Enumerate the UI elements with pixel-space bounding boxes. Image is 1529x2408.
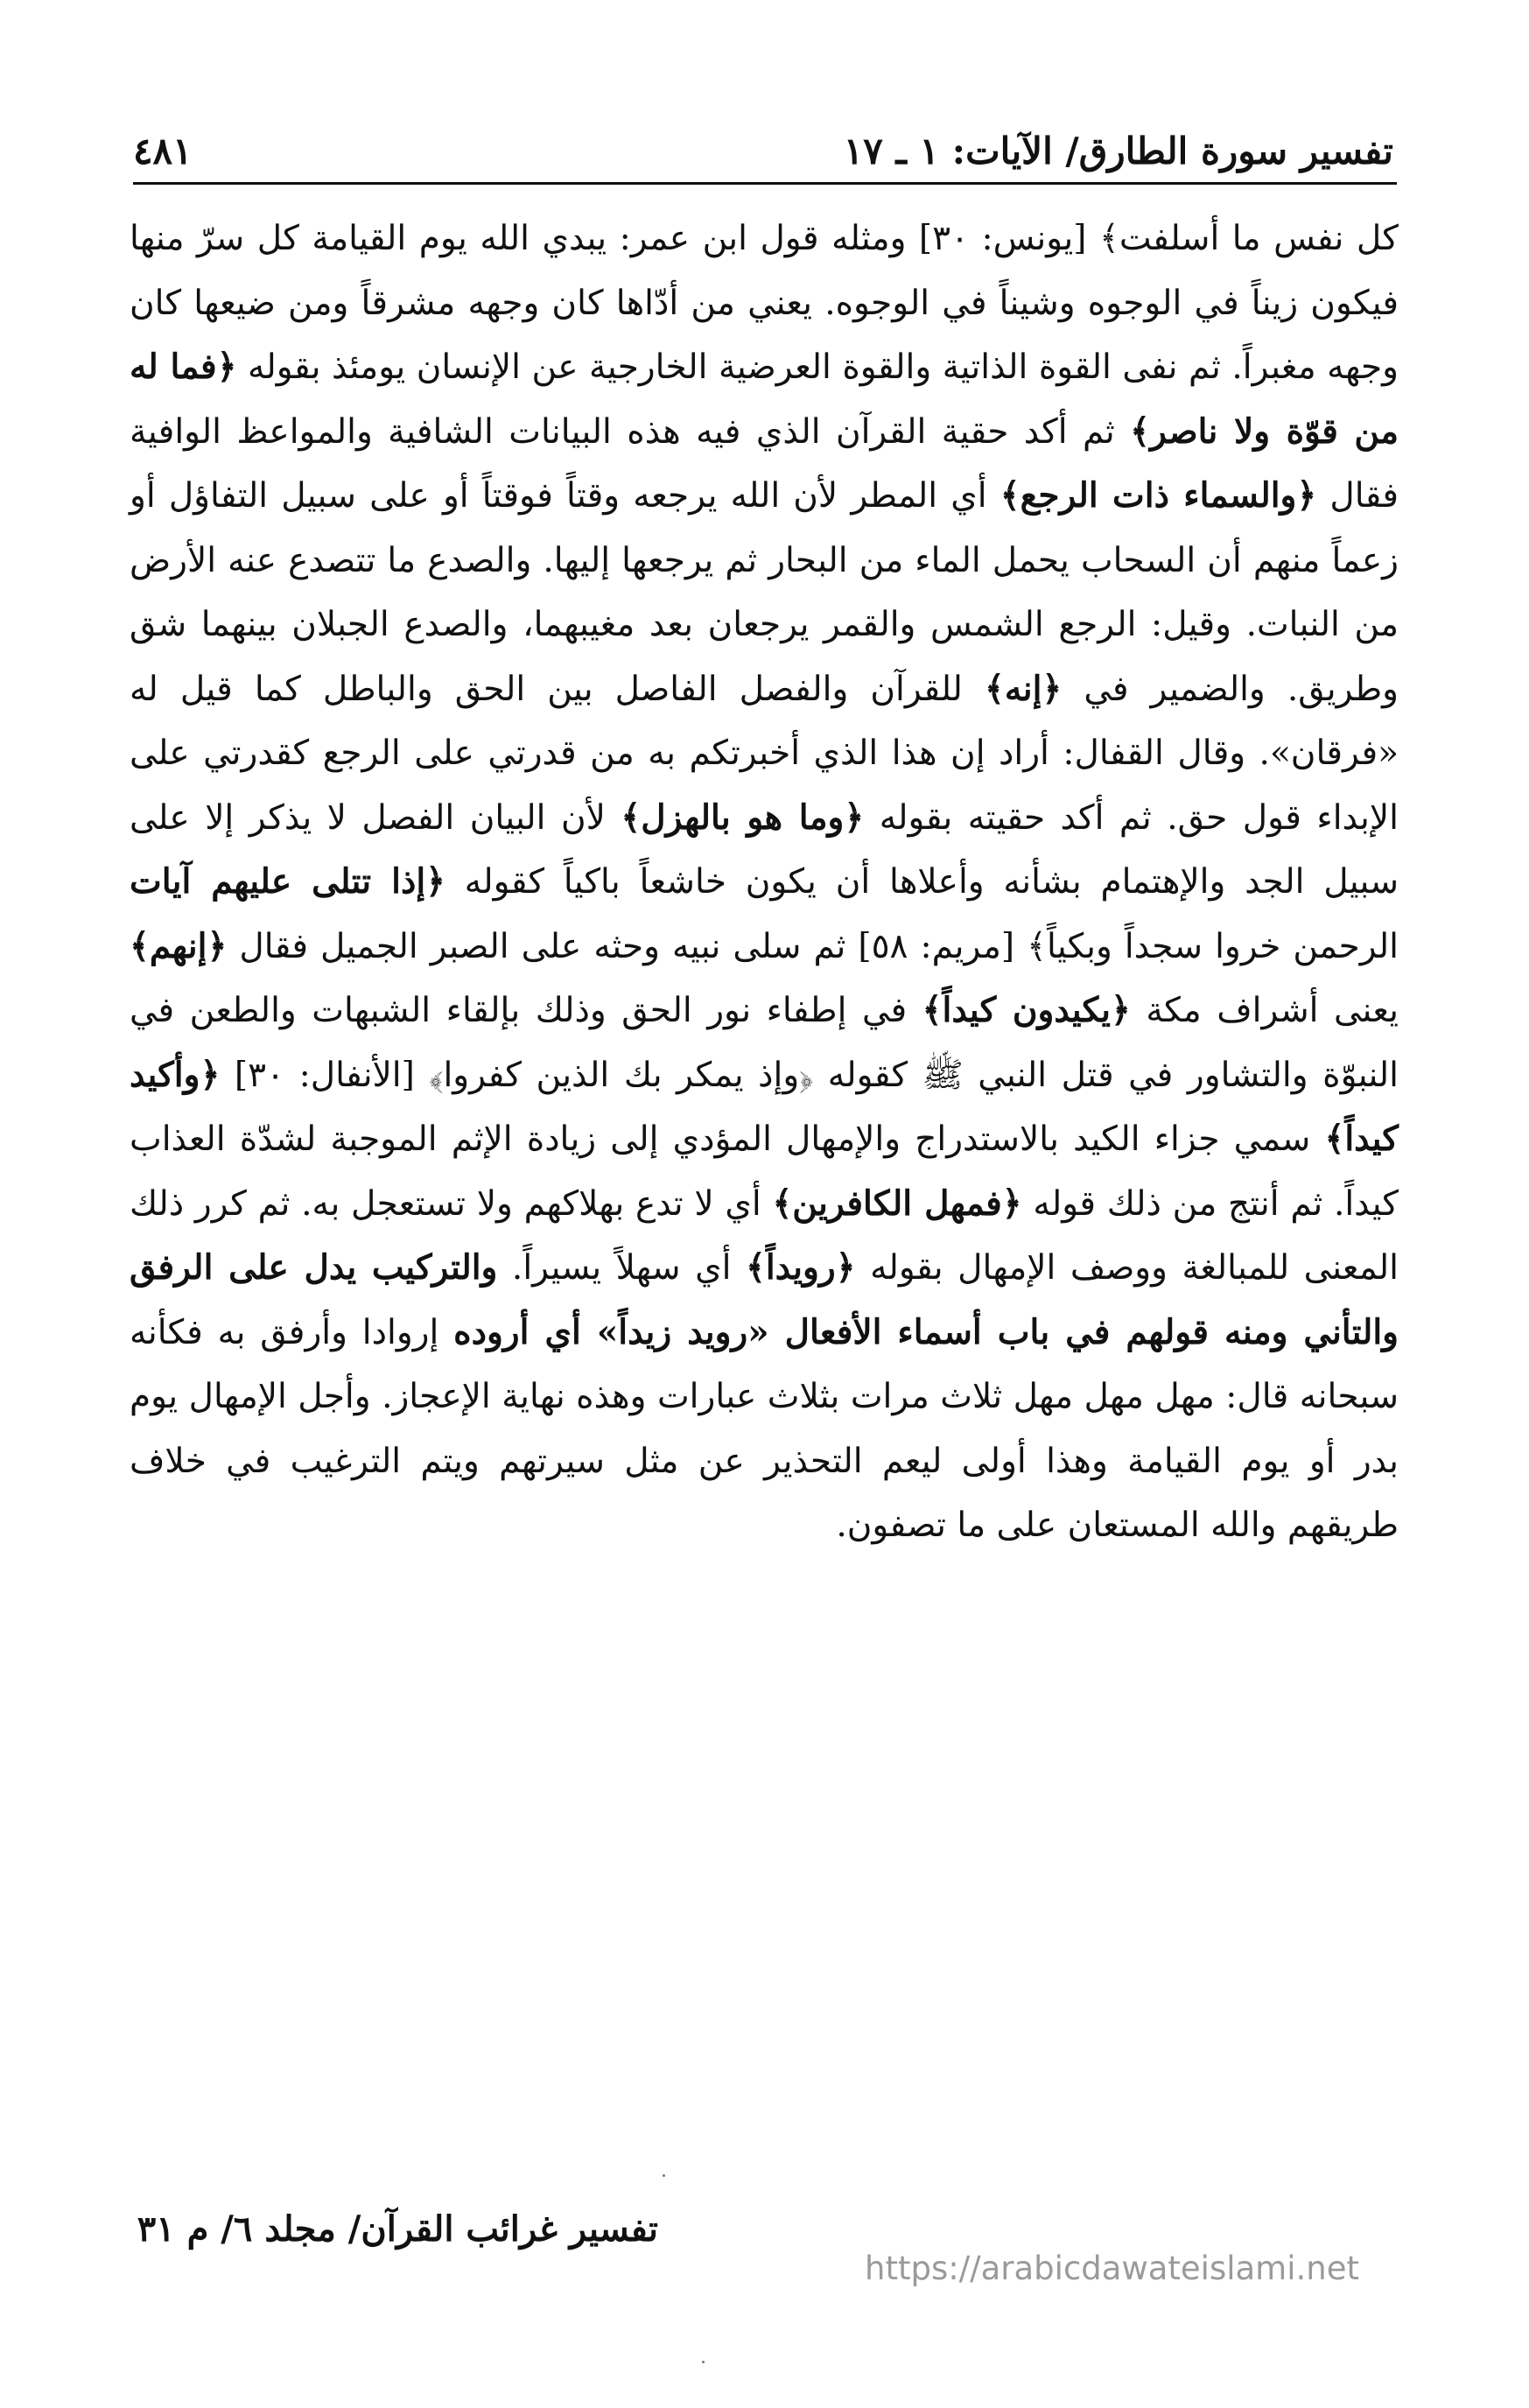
text-run: ثم أكد حقية القرآن الذي فيه هذه البيانات الشافية والمواعظ الوافية فقال — [130, 411, 1399, 516]
quran-quote: ﴿وما هو بالهزل﴾ — [621, 797, 865, 838]
text-run: سمي جزاء الكيد بالاستدراج والإمهال المؤدي إلى زيادة الإثم الموجبة لشدّة العذاب كيداً. ثم أنتج من ذلك قوله — [130, 1120, 1399, 1224]
quran-quote: ﴿إذا تتلى عليهم آيات — [130, 861, 446, 902]
quran-quote: ﴿والسماء ذات الرجع﴾ — [999, 475, 1317, 516]
text-run: يعنى أشراف مكة — [1130, 991, 1399, 1030]
print-speck — [663, 2174, 665, 2177]
text-run: للقرآن والفصل الفاصل بين الحق والباطل كما قيل له «فرقان». وقال القفال: أراد إن هذا الذي أخبرتكم به من قدرتي على الرجع كقدرتي على الإبداء قول حق. ثم أكد حقيته بقوله — [130, 669, 1399, 838]
text-run: الرحمن خروا سجداً وبكياً﴾ [مريم: ٥٨] ثم سلى نبيه وحثه على الصبر الجميل فقال — [227, 926, 1399, 966]
quran-quote: ﴿يكيدون كيداً﴾ — [922, 990, 1131, 1030]
quran-quote: ﴿وأكيد كيداً﴾ — [130, 1054, 1399, 1159]
tafsir-body-text — [130, 207, 1399, 1558]
running-title: تفسير سورة الطارق/ الآيات: ١ ـ ١٧ — [843, 130, 1393, 172]
website-watermark[interactable]: https://arabicdawateislami.net — [865, 2250, 1359, 2287]
quran-quote: ﴿فما له من قوّة ولا ناصر﴾ — [130, 347, 1399, 452]
volume-reference: تفسير غرائب القرآن/ مجلد ٦/ م ٣١ — [137, 2208, 658, 2250]
body-paragraph — [130, 207, 1399, 1558]
text-run: في إطفاء نور الحق وذلك بإلقاء الشبهات والطعن في النبوّة والتشاور في قتل النبي ﷺ كقوله ﴿وإذ يمكر بك الذين كفروا﴾ [الأنفال: ٣٠] — [130, 991, 1399, 1095]
quran-quote: ﴿إنه﴾ — [984, 668, 1063, 709]
quran-quote: ﴿رويداً﴾ — [746, 1247, 856, 1288]
page-number: ٤٨١ — [133, 130, 193, 172]
print-speck — [702, 2361, 705, 2363]
quran-quote: ﴿إنهم﴾ — [130, 925, 228, 966]
text-run: أي سهلاً يسيراً. — [497, 1248, 746, 1288]
page-header — [133, 121, 1393, 184]
header-divider — [133, 182, 1397, 185]
text-run: إروادا وأرفق به فكأنه سبحانه قال: مهل مهل مهل ثلاث مرات بثلاث عبارات وهذه نهاية الإعجاز. وأجل الإمهال يوم بدر أو يوم القيامة وهذا أولى ليعم التحذير عن مثل سيرتهم ويتم الترغيب في خلاف طريقهم والله المستعان على ما تصفون. — [130, 1312, 1399, 1545]
text-run: كل نفس ما أسلفت﴾ [يونس: ٣٠] ومثله قول ابن عمر: يبدي الله يوم القيامة كل سرّ منها فيكون زيناً في الوجوه وشيناً في الوجوه. يعني من أدّاها كان وجهه مشرقاً ومن ضيعها كان وجهه مغبراً. ثم نفى القوة الذاتية والقوة العرضية الخارجية عن الإنسان يومئذ بقوله — [130, 219, 1399, 387]
text-run: أي لا تدع بهلاكهم ولا تستعجل به. ثم كرر ذلك المعنى للمبالغة ووصف الإمهال بقوله — [130, 1183, 1399, 1288]
text-run: لأن البيان الفصل لا يذكر إلا على سبيل الجد والإهتمام بشأنه وأعلاها أن يكون خاشعاً باكياً كقوله — [130, 797, 1399, 902]
text-run: أي المطر لأن الله يرجعه وقتاً فوقتاً أو على سبيل التفاؤل أو زعماً منهم أن السحاب يحمل الماء من البحار ثم يرجعها إليها. والصدع ما تتصدع عنه الأرض من النبات. وقيل: الرجع الشمس والقمر يرجعان بعد مغيبهما، والصدع الجبلان بينهما شق وطريق. والضمير في — [130, 476, 1399, 709]
quran-quote: ﴿فمهل الكافرين﴾ — [772, 1183, 1022, 1224]
quran-quote: والتركيب يدل على الرفق والتأني ومنه قولهم في باب أسماء الأفعال «رويد زيداً» أي أروده — [130, 1247, 1399, 1352]
